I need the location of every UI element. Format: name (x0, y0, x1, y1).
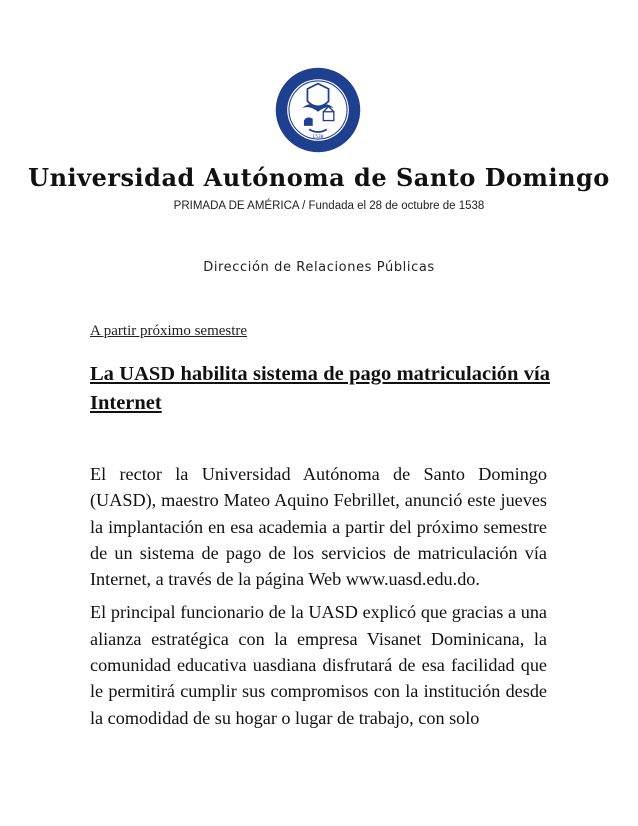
department-name: Dirección de Relaciones Públicas (203, 260, 435, 275)
university-name: Universidad Autónoma de Santo Domingo (28, 163, 610, 192)
article-paragraph: El principal funcionario de la UASD explicó que gracias a una alianza estratégica con la empresa Visanet Dominicana, la comunidad educativa uasdiana disfrutará de esa facilidad que le permitirá cumplir sus compromisos con la institución desde la comodidad de su hogar o lugar de trabajo, con solo (90, 602, 547, 728)
university-seal-icon (274, 66, 362, 154)
university-subtitle: PRIMADA DE AMÉRICA / Fundada el 28 de octubre de 1538 (173, 200, 485, 212)
article-kicker: A partir próximo semestre (90, 323, 248, 339)
article-headline: La UASD habilita sistema de pago matriculación vía Internet (90, 363, 550, 414)
article-body (90, 461, 547, 738)
svg-text:1538: 1538 (312, 135, 324, 141)
article-paragraph: El rector la Universidad Autónoma de Santo Domingo (UASD), maestro Mateo Aquino Febrillet, anunció este jueves la implantación en esa academia a partir del próximo semestre de un sistema de pago de los servicios de matriculación vía Internet, a través de la página Web www.uasd.edu.do. (90, 464, 547, 590)
